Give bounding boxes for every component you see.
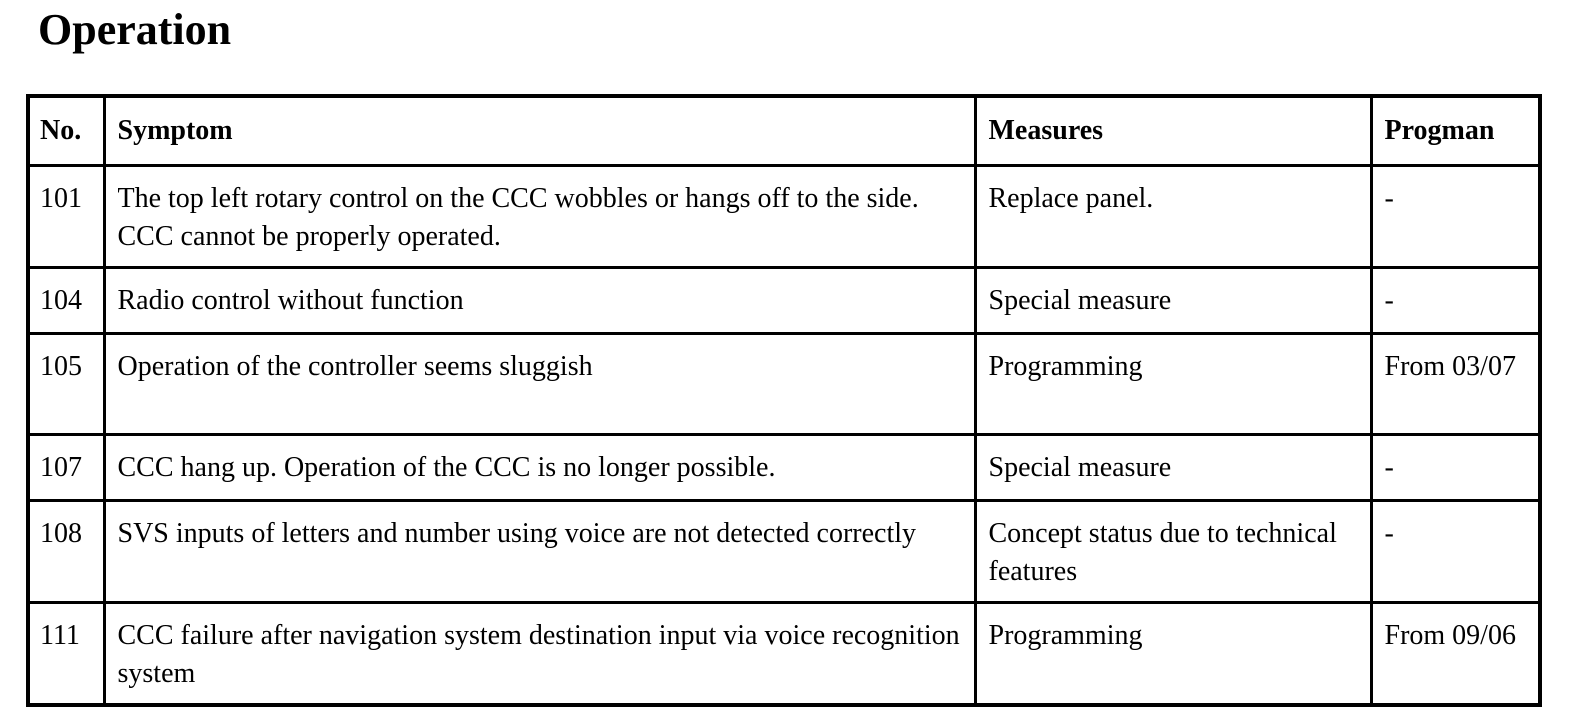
cell-symptom: CCC hang up. Operation of the CCC is no longer possible.	[104, 435, 975, 501]
table-row	[28, 334, 1540, 435]
cell-no: 107	[28, 435, 104, 501]
cell-symptom: SVS inputs of letters and number using voice are not detected correctly	[104, 501, 975, 603]
cell-measures: Special measure	[975, 268, 1371, 334]
cell-measures: Special measure	[975, 435, 1371, 501]
cell-progman: From 09/06	[1371, 603, 1540, 706]
cell-symptom: Radio control without function	[104, 268, 975, 334]
table-row	[28, 501, 1540, 603]
page-title: Operation	[38, 5, 232, 54]
symptom-table	[26, 94, 1542, 707]
header-symptom: Symptom	[104, 96, 975, 166]
cell-measures: Replace panel.	[975, 166, 1371, 268]
cell-symptom: Operation of the controller seems sluggish	[104, 334, 975, 435]
cell-measures: Programming	[975, 603, 1371, 706]
header-measures: Measures	[975, 96, 1371, 166]
table-row	[28, 603, 1540, 706]
cell-no: 108	[28, 501, 104, 603]
cell-measures: Programming	[975, 334, 1371, 435]
cell-progman: -	[1371, 435, 1540, 501]
cell-measures: Concept status due to technical features	[975, 501, 1371, 603]
table-row	[28, 435, 1540, 501]
cell-no: 104	[28, 268, 104, 334]
cell-progman: -	[1371, 268, 1540, 334]
cell-progman: -	[1371, 501, 1540, 603]
header-progman: Progman	[1371, 96, 1540, 166]
table-header-row	[28, 96, 1540, 166]
cell-symptom: The top left rotary control on the CCC wobbles or hangs off to the side. CCC cannot be properly operated.	[104, 166, 975, 268]
cell-progman: -	[1371, 166, 1540, 268]
cell-symptom: CCC failure after navigation system destination input via voice recognition system	[104, 603, 975, 706]
header-no: No.	[28, 96, 104, 166]
table-row	[28, 268, 1540, 334]
table-row	[28, 166, 1540, 268]
cell-no: 111	[28, 603, 104, 706]
cell-progman: From 03/07	[1371, 334, 1540, 435]
cell-no: 101	[28, 166, 104, 268]
cell-no: 105	[28, 334, 104, 435]
